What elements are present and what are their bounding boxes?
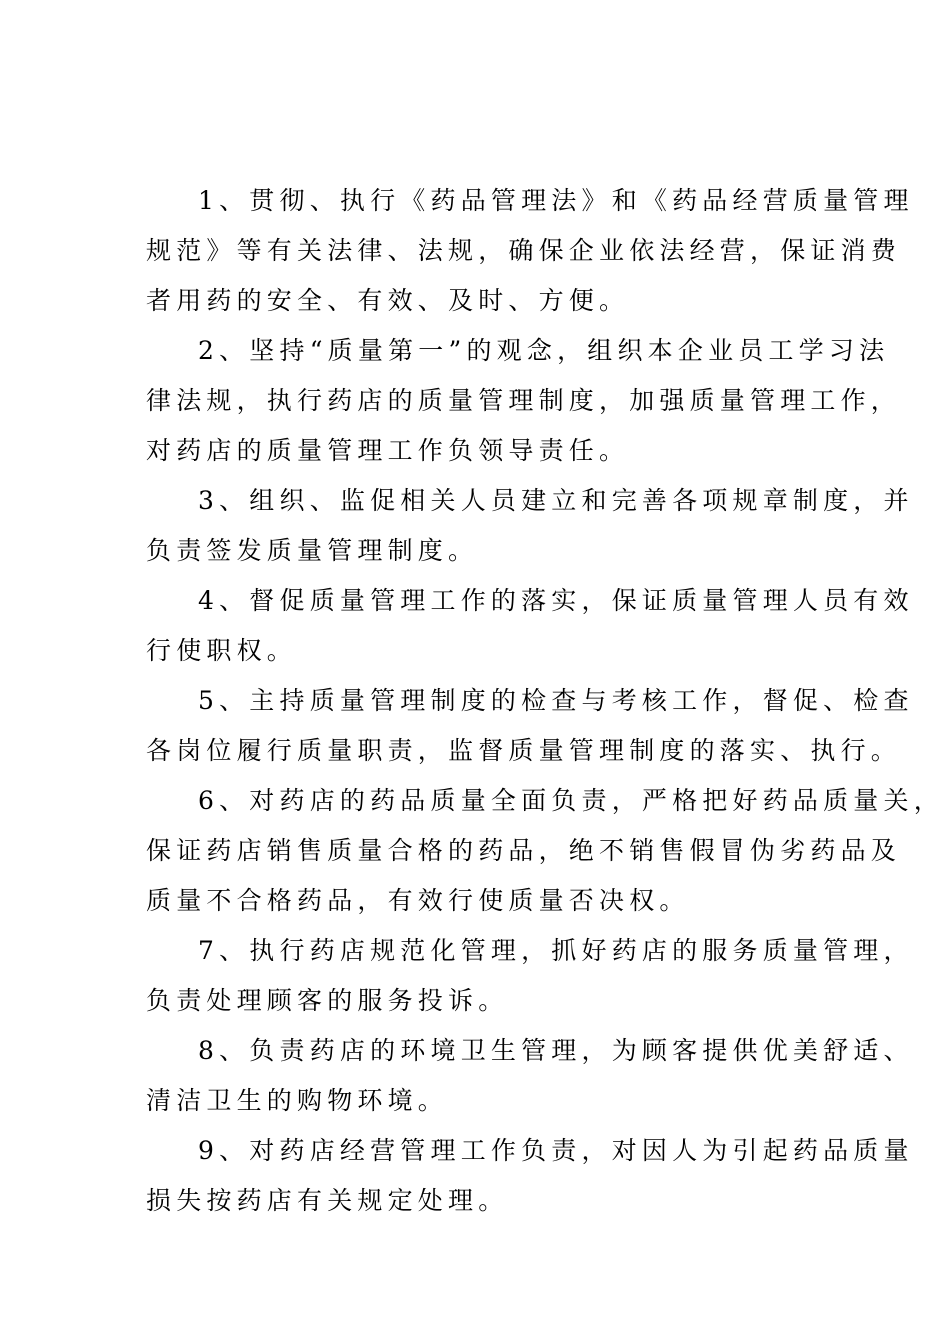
paragraph-4	[146, 576, 914, 676]
paragraph-line: 损失按药店有关规定处理。	[146, 1186, 509, 1215]
paragraph-line: 负责签发质量管理制度。	[146, 536, 479, 565]
paragraph-line: 3、组织、监促相关人员建立和完善各项规章制度，并	[198, 486, 914, 515]
paragraph-line: 1、贯彻、执行《药品管理法》和《药品经营质量管理	[198, 186, 914, 215]
paragraph-line: 9、对药店经营管理工作负责，对因人为引起药品质量	[198, 1136, 914, 1165]
paragraph-line: 者用药的安全、有效、及时、方便。	[146, 286, 630, 315]
paragraph-line: 各岗位履行质量职责，监督质量管理制度的落实、执行。	[146, 736, 902, 765]
paragraph-line: 行使职权。	[146, 636, 298, 665]
paragraph-1	[146, 176, 914, 326]
paragraph-8	[146, 1026, 914, 1126]
paragraph-line: 规范》等有关法律、法规，确保企业依法经营，保证消费	[146, 236, 902, 265]
paragraph-9	[146, 1126, 914, 1226]
paragraph-line: 负责处理顾客的服务投诉。	[146, 986, 509, 1015]
paragraph-7	[146, 926, 914, 1026]
paragraph-6	[146, 776, 944, 926]
paragraph-5	[146, 676, 914, 776]
paragraph-line: 2、坚持“质量第一”的观念，组织本企业员工学习法	[198, 336, 890, 365]
paragraph-line: 4、督促质量管理工作的落实，保证质量管理人员有效	[198, 586, 914, 615]
paragraph-line: 5、主持质量管理制度的检查与考核工作，督促、检查	[198, 686, 914, 715]
paragraph-line: 律法规，执行药店的质量管理制度，加强质量管理工作，	[146, 386, 902, 415]
paragraph-line: 8、负责药店的环境卫生管理，为顾客提供优美舒适、	[198, 1036, 914, 1065]
paragraph-3	[146, 476, 914, 576]
paragraph-line: 对药店的质量管理工作负领导责任。	[146, 436, 630, 465]
paragraph-line: 质量不合格药品，有效行使质量否决权。	[146, 886, 690, 915]
paragraph-line: 清洁卫生的购物环境。	[146, 1086, 449, 1115]
document-body	[146, 176, 944, 1226]
paragraph-line: 保证药店销售质量合格的药品，绝不销售假冒伪劣药品及	[146, 836, 902, 865]
paragraph-line: 7、执行药店规范化管理，抓好药店的服务质量管理，	[198, 936, 914, 965]
paragraph-line: 6、对药店的药品质量全面负责，严格把好药品质量关，	[198, 786, 944, 815]
paragraph-2	[146, 326, 902, 476]
